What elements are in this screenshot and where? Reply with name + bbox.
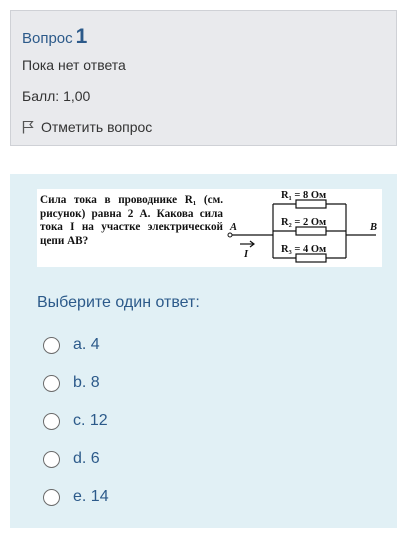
answer-option-label[interactable]: c. 12 [73,412,108,429]
question-title [22,25,87,49]
answer-option-d[interactable] [43,440,109,478]
answer-option-e[interactable] [43,478,109,516]
point-a-label: A [230,222,238,233]
answer-prompt: Выберите один ответ: [37,294,200,311]
resistor-r1 [296,200,326,208]
radio-button[interactable] [43,375,60,392]
answer-option-a[interactable] [43,326,109,364]
resistor-r3 [296,254,326,262]
flag-icon [22,120,34,134]
answer-option-c[interactable] [43,402,109,440]
radio-button[interactable] [43,451,60,468]
answer-option-label[interactable]: b. 8 [73,374,100,391]
r3-label: R₃ = 4 Ом [281,244,327,255]
answer-option-label[interactable]: e. 14 [73,488,109,505]
r2-label: R₂ = 2 Ом [281,217,327,228]
flag-question-label: Отметить вопрос [41,119,153,135]
radio-button[interactable] [43,337,60,354]
flag-question-button[interactable] [22,119,152,135]
node-a [228,233,232,237]
radio-button[interactable] [43,489,60,506]
question-info-panel [10,10,397,146]
resistor-r2 [296,227,326,235]
question-content [10,174,397,528]
problem-figure [37,189,382,267]
problem-text: Сила тока в проводнике R₁ (см. рисунок) равна 2 А. Какова сила тока I на участке электрической цепи AB? [40,194,223,247]
r1-label: R₁ = 8 Ом [281,190,327,201]
answer-option-label[interactable]: d. 6 [73,450,100,467]
answer-options [43,326,109,516]
question-label: Вопрос [22,30,73,47]
radio-button[interactable] [43,413,60,430]
circuit-diagram [226,189,382,267]
answer-option-label[interactable]: a. 4 [73,336,100,353]
question-state: Пока нет ответа [22,57,126,73]
question-grade: Балл: 1,00 [22,88,91,104]
point-b-label: B [370,222,378,233]
current-label: I [244,249,249,260]
answer-option-b[interactable] [43,364,109,402]
question-number: 1 [75,25,88,48]
